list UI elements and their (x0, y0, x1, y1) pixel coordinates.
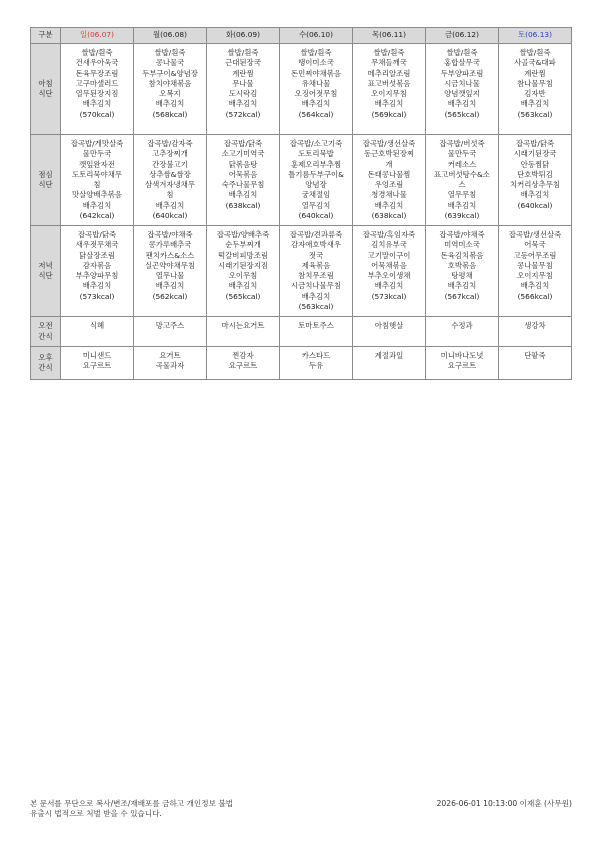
menu-item: 물만두국 (447, 149, 477, 159)
menu-item: 양념장 (305, 180, 327, 190)
menu-item: 시래기된장지짐 (218, 260, 268, 270)
menu-item: (562kcal) (152, 291, 188, 301)
menu-item: 김치유부국 (371, 240, 407, 250)
menu-item: 오이지무침 (517, 271, 553, 281)
menu-item: 돈육김치볶음 (440, 250, 484, 260)
menu-item: 고등어무조림 (513, 250, 557, 260)
menu-item: 부추양파무침 (75, 271, 119, 281)
menu-item: (565kcal) (444, 109, 480, 119)
menu-item: 상추쌈&쌈장 (149, 169, 191, 179)
menu-item: 찐감자 (232, 351, 254, 360)
menu-item: 배추김치 (447, 281, 477, 291)
menu-item: 간장불고기 (152, 159, 188, 169)
menu-cell (207, 317, 280, 347)
menu-item: 두유 (308, 361, 324, 371)
menu-item: 오이지무침 (371, 89, 407, 99)
menu-item: 잡곡밥/감자죽 (147, 139, 193, 148)
menu-item: (568kcal) (152, 109, 188, 119)
menu-row-breakfast (31, 44, 572, 135)
menu-item: 잡곡밥/야채죽 (147, 230, 193, 239)
notice-line: 유출시 법적으로 처벌 받을 수 있습니다. (30, 809, 162, 818)
print-stamp: 2026-06-01 10:13:00 이재훈 (사무원) (436, 799, 572, 808)
row-label-line: 오전 (38, 321, 53, 331)
menu-cell (426, 135, 499, 226)
menu-item: 참치무조림 (298, 271, 334, 281)
menu-cell (280, 226, 353, 317)
menu-item: 참치야채볶음 (148, 78, 192, 88)
menu-item: 망고주스 (155, 321, 185, 330)
menu-item: 고기말이구이 (367, 250, 411, 260)
menu-cell (353, 135, 426, 226)
menu-item: 요구르트 (447, 361, 477, 371)
menu-cell (134, 317, 207, 347)
menu-item: (569kcal) (371, 109, 407, 119)
menu-item: 어묵국 (524, 240, 546, 250)
menu-item: 순두부찌개 (225, 240, 261, 250)
day-header: 목(06.11) (353, 28, 426, 44)
menu-item: 잡곡밥/닭죽 (77, 230, 117, 239)
row-label-line: 간식 (38, 363, 53, 372)
row-label-line: 식단 (38, 180, 53, 189)
menu-item: 탕평채 (451, 271, 473, 281)
menu-cell (61, 317, 134, 347)
menu-item: 배추김치 (155, 99, 185, 109)
menu-item: 잡곡밥/게맛살죽 (70, 139, 124, 148)
menu-item: 배추김치 (82, 200, 112, 210)
menu-item: 수정과 (451, 321, 473, 330)
menu-item: 잡곡밥/흑임자죽 (362, 230, 416, 239)
header-row (31, 28, 572, 44)
menu-cell (353, 317, 426, 347)
copyright-notice (30, 799, 233, 819)
menu-item: 유채나물 (301, 78, 331, 88)
menu-item: (566kcal) (517, 291, 553, 301)
menu-item: 배추김치 (374, 200, 404, 210)
menu-item: 고구마샐러드 (75, 78, 119, 88)
menu-item: (638kcal) (225, 200, 261, 210)
notice-line: 본 문서를 무단으로 복사/변조/재배포를 금하고 개인정보 불법 (30, 799, 233, 808)
menu-item: 요거트 (159, 351, 181, 360)
menu-item: 표고버섯탕수&소 (434, 169, 490, 179)
menu-item: 잡곡밥/버섯죽 (439, 139, 485, 148)
menu-item: (642kcal) (79, 211, 115, 221)
menu-item: 잡곡밥/양배추죽 (216, 230, 270, 239)
menu-cell (426, 317, 499, 347)
menu-item: 토마토주스 (298, 321, 334, 330)
menu-item: 콩나물국 (155, 58, 185, 68)
menu-item: 소고기미역국 (221, 149, 265, 159)
menu-item: 배추김치 (520, 190, 550, 200)
day-header: 수(06.10) (280, 28, 353, 44)
menu-item: 콩가루배추국 (148, 240, 192, 250)
menu-item: 동근호박된장찌 (364, 149, 414, 159)
menu-cell (134, 347, 207, 380)
menu-cell (207, 226, 280, 317)
menu-item: 쌀밥/흰죽 (300, 48, 332, 57)
menu-item: 근대된장국 (225, 58, 261, 68)
menu-item: 침 (93, 180, 101, 190)
menu-item: 배추김치 (520, 99, 550, 109)
menu-item: 무채들깨국 (371, 58, 407, 68)
row-label (31, 135, 61, 226)
menu-item: 치커리상추무침 (510, 180, 560, 190)
menu-cell (61, 135, 134, 226)
menu-item: 시래기된장국 (513, 149, 557, 159)
menu-item: (565kcal) (225, 291, 261, 301)
menu-item: 표고버섯볶음 (367, 78, 411, 88)
menu-item: 쌀밥/흰죽 (519, 48, 551, 57)
menu-cell (499, 44, 572, 135)
row-label-line: 아침 (38, 78, 53, 88)
menu-item: 우엉조림 (374, 180, 404, 190)
menu-item: 배추김치 (447, 200, 477, 210)
menu-item: 맛살양배추볶음 (72, 190, 122, 200)
menu-item: (640kcal) (152, 211, 188, 221)
menu-cell (499, 135, 572, 226)
row-label-line: 저녁 (38, 260, 53, 270)
menu-item: 요구르트 (82, 361, 112, 371)
menu-item: 배추김치 (228, 190, 258, 200)
menu-cell (207, 44, 280, 135)
menu-item: 김자반 (524, 89, 546, 99)
menu-cell (61, 347, 134, 380)
menu-item: 쌀밥/흰죽 (154, 48, 186, 57)
day-header: 토(06.13) (499, 28, 572, 44)
menu-cell (280, 347, 353, 380)
menu-item: 잡곡밥/닭죽 (515, 139, 555, 148)
menu-item: 마시는요거트 (221, 321, 265, 330)
menu-item: 오복지 (159, 89, 181, 99)
day-header: 화(06.09) (207, 28, 280, 44)
menu-cell (499, 317, 572, 347)
menu-row-snack-am (31, 317, 572, 347)
menu-item: 돈태콩나물찜 (367, 169, 411, 179)
row-label (31, 317, 61, 347)
menu-item: 잡곡밥/야채죽 (439, 230, 485, 239)
menu-item: 도토리묵밥 (298, 149, 334, 159)
menu-item: 미니바나도넛 (440, 351, 484, 360)
menu-item: 도시락김 (228, 89, 258, 99)
menu-item: 건새우아욱국 (75, 58, 119, 68)
menu-cell (426, 44, 499, 135)
menu-item: (573kcal) (371, 291, 407, 301)
weekly-menu-table (30, 27, 572, 380)
menu-item: 배추김치 (374, 99, 404, 109)
menu-item: 쌀밥/흰죽 (446, 48, 478, 57)
menu-item: 잡곡밥/생선살죽 (508, 230, 562, 239)
menu-cell (207, 347, 280, 380)
menu-cell (353, 226, 426, 317)
menu-item: 참나물무침 (517, 78, 553, 88)
menu-cell (134, 135, 207, 226)
menu-item: (570kcal) (79, 109, 115, 119)
menu-item: (639kcal) (444, 211, 480, 221)
menu-item: 잡곡밥/생선살죽 (362, 139, 416, 148)
menu-item: (638kcal) (371, 211, 407, 221)
menu-cell (134, 44, 207, 135)
menu-cell (134, 226, 207, 317)
menu-item: 닭볶음탕 (228, 159, 258, 169)
menu-item: 땡이미소국 (298, 58, 334, 68)
menu-item: 사골국&대파 (514, 58, 556, 68)
menu-item: 생강차 (524, 321, 546, 330)
menu-cell (207, 135, 280, 226)
menu-cell (61, 226, 134, 317)
menu-item: 열무무침 (447, 190, 477, 200)
menu-item: 쌀밥/흰죽 (373, 48, 405, 57)
row-label (31, 347, 61, 380)
menu-item: 배추김치 (301, 291, 331, 301)
menu-item: 쌀밥/흰죽 (227, 48, 259, 57)
menu-item: (640kcal) (298, 211, 334, 221)
menu-item: 훈제오리부추찜 (291, 159, 341, 169)
corner-header: 구분 (31, 28, 61, 44)
menu-item: 두부양파조림 (440, 68, 484, 78)
menu-item: 돈육무장조림 (75, 68, 119, 78)
menu-item: 요구르트 (228, 361, 258, 371)
menu-item: 궁채절임 (301, 190, 331, 200)
menu-item: 미니샌드 (82, 351, 112, 360)
menu-item: 오징어젓무침 (294, 89, 338, 99)
menu-cell (280, 44, 353, 135)
row-label-line: 오후 (38, 352, 53, 362)
menu-item: 스 (458, 180, 466, 190)
day-header: 금(06.12) (426, 28, 499, 44)
menu-item: 배추김치 (520, 281, 550, 291)
menu-item: 곡물과자 (155, 361, 185, 371)
menu-item: (563kcal) (517, 109, 553, 119)
menu-item: 오이무침 (228, 271, 258, 281)
menu-cell (353, 44, 426, 135)
menu-item: 제육볶음 (301, 260, 331, 270)
menu-item: 도토리묵야채무 (72, 169, 122, 179)
menu-cell (426, 226, 499, 317)
menu-item: 아침햇살 (374, 321, 404, 330)
day-header: 일(06.07) (61, 28, 134, 44)
menu-item: 돈민찌야채볶음 (291, 68, 341, 78)
menu-item: 배추김치 (155, 200, 185, 210)
menu-item: 닭살장조림 (79, 250, 115, 260)
menu-item: 배추김치 (374, 281, 404, 291)
menu-item: 두부구이&양념장 (142, 68, 198, 78)
menu-item: 잡곡밥/소고기죽 (289, 139, 343, 148)
menu-item: 배추김치 (82, 281, 112, 291)
menu-item: 계란찜 (524, 68, 546, 78)
menu-item: 젓국 (308, 250, 324, 260)
menu-item: 단호박튀김 (517, 169, 553, 179)
menu-item: 배추김치 (228, 99, 258, 109)
row-label-line: 점심 (38, 169, 53, 179)
menu-item: (640kcal) (517, 200, 553, 210)
menu-row-dinner (31, 226, 572, 317)
menu-item: 안동찜닭 (520, 159, 550, 169)
menu-item: 배추김치 (447, 99, 477, 109)
menu-item: 떡갈비피망조림 (218, 250, 268, 260)
menu-cell (426, 347, 499, 380)
menu-item: 물만두국 (82, 149, 112, 159)
menu-item: 카스타드 (301, 351, 331, 360)
row-label (31, 44, 61, 135)
menu-item: 어묵볶음 (228, 169, 258, 179)
menu-item: (573kcal) (79, 291, 115, 301)
menu-item: 배추김치 (301, 99, 331, 109)
menu-item: 열무김치 (301, 200, 331, 210)
menu-item: 배추김치 (82, 99, 112, 109)
menu-item: 틀기름두부구이& (288, 169, 344, 179)
menu-item: 깻잎완자전 (79, 159, 115, 169)
menu-item: 새우젓무채국 (75, 240, 119, 250)
row-label-line: 식단 (38, 271, 53, 280)
row-label-line: 간식 (38, 331, 53, 341)
menu-item: 실곤약야채무침 (145, 260, 195, 270)
menu-item: 미역미소국 (444, 240, 480, 250)
menu-cell (499, 347, 572, 380)
row-label-line: 식단 (38, 89, 53, 98)
menu-row-lunch (31, 135, 572, 226)
menu-item: 잡곡밥/견과류죽 (289, 230, 343, 239)
day-header: 월(06.08) (134, 28, 207, 44)
menu-item: (567kcal) (444, 291, 480, 301)
menu-item: 침 (166, 190, 174, 200)
menu-item: 커레소스 (447, 159, 477, 169)
menu-item: 어묵채볶음 (371, 260, 407, 270)
menu-item: 열무된장지짐 (75, 89, 119, 99)
menu-item: 개 (385, 159, 393, 169)
menu-item: 계란찜 (232, 68, 254, 78)
menu-item: 배추김치 (155, 281, 185, 291)
menu-item: (572kcal) (225, 109, 261, 119)
menu-item: 청경채나물 (371, 190, 407, 200)
menu-item: 시금치나물무침 (291, 281, 341, 291)
menu-item: 쌀밥/흰죽 (81, 48, 113, 57)
menu-item: 고추장찌개 (152, 149, 188, 159)
menu-item: 호박볶음 (447, 260, 477, 270)
menu-item: 홍합살무국 (444, 58, 480, 68)
menu-item: 감자볶음 (82, 260, 112, 270)
menu-item: 콩나물무침 (517, 260, 553, 270)
menu-item: 양념깻잎지 (444, 89, 480, 99)
menu-cell (353, 347, 426, 380)
menu-item: 삼색겨자냉채무 (145, 180, 195, 190)
menu-cell (61, 44, 134, 135)
menu-item: 열무나물 (155, 271, 185, 281)
menu-item: 부추오이생채 (367, 271, 411, 281)
menu-item: 무나물 (232, 78, 254, 88)
menu-item: 숙주나물무침 (221, 180, 265, 190)
menu-item: 팬치카스&소스 (145, 250, 195, 260)
menu-item: 감자애호박새우 (291, 240, 341, 250)
menu-item: (564kcal) (298, 109, 334, 119)
menu-item: 계절과일 (374, 351, 404, 360)
menu-item: (563kcal) (298, 302, 334, 312)
row-label (31, 226, 61, 317)
menu-item: 식혜 (89, 321, 105, 330)
menu-cell (499, 226, 572, 317)
menu-item: 시금치나물 (444, 78, 480, 88)
menu-item: 메추리알조림 (367, 68, 411, 78)
menu-item: 단팥죽 (524, 351, 546, 360)
menu-cell (280, 317, 353, 347)
menu-cell (280, 135, 353, 226)
menu-item: 배추김치 (228, 281, 258, 291)
menu-item: 잡곡밥/닭죽 (223, 139, 263, 148)
menu-row-snack-pm (31, 347, 572, 380)
